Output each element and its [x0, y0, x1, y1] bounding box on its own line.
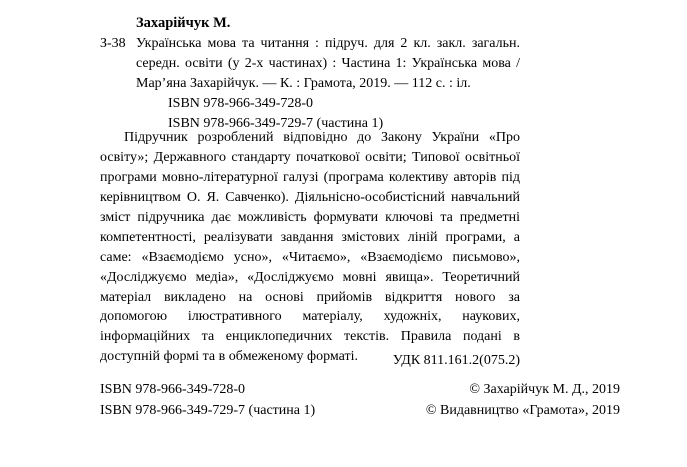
- page-footer: [100, 379, 620, 421]
- footer-copyright-author: © Захарійчук М. Д., 2019: [469, 382, 620, 397]
- cip-description: Українська мова та читання : підруч. для 2 кл. закл. загальн. середн. освіти (у 2-х частинах) : Частина 1: Українська мова / Мар’яна Захарійчук. — К. : Грамота, 2019. — 112 с. : іл.: [136, 36, 520, 91]
- footer-isbn-line-2: ISBN 978-966-349-729-7 (частина 1): [100, 403, 316, 418]
- footer-isbn-block: [100, 379, 315, 421]
- cip-classification-code: З-38: [100, 36, 126, 52]
- footer-copyright-block: [426, 379, 620, 421]
- annotation-paragraph: Підручник розроблений відповідно до Закону України «Про освіту»; Державного стандарту початкової освіти; Типової освітньої програми мовно-літературної галузі (програма колективу авторів під керівництвом О. Я. Савченко). Діяльнісно-особистісний навчальний зміст підручника дає можливість формувати ключові та предметні компетентності, реалізувати завдання змістових ліній програми, а саме: «Взаємодіємо усно», «Читаємо», «Взаємодіємо письмово», «Досліджуємо медіа», «Досліджуємо мовні явища». Теоретичний матеріал викладено на основі прийомів відкриття нового за допомогою ілюстративного матеріалу, художніх, наукових, інформаційних та енциклопедичних текстів. Правила подані в доступній формі та в обмеженому форматі.: [100, 130, 520, 365]
- isbn-top-line-1: ISBN 978-966-349-728-0: [168, 96, 314, 111]
- cip-body: [100, 34, 520, 94]
- cip-block: [100, 14, 520, 94]
- isbn-top-line-2: ISBN 978-966-349-729-7 (частина 1): [168, 116, 384, 132]
- footer-isbn-line-1: ISBN 978-966-349-728-0: [100, 382, 246, 397]
- footer-copyright-publisher: © Видавництво «Грамота», 2019: [425, 403, 620, 418]
- cip-author: Захарійчук М.: [136, 15, 231, 31]
- udc-code: УДК 811.161.2(075.2): [392, 353, 520, 368]
